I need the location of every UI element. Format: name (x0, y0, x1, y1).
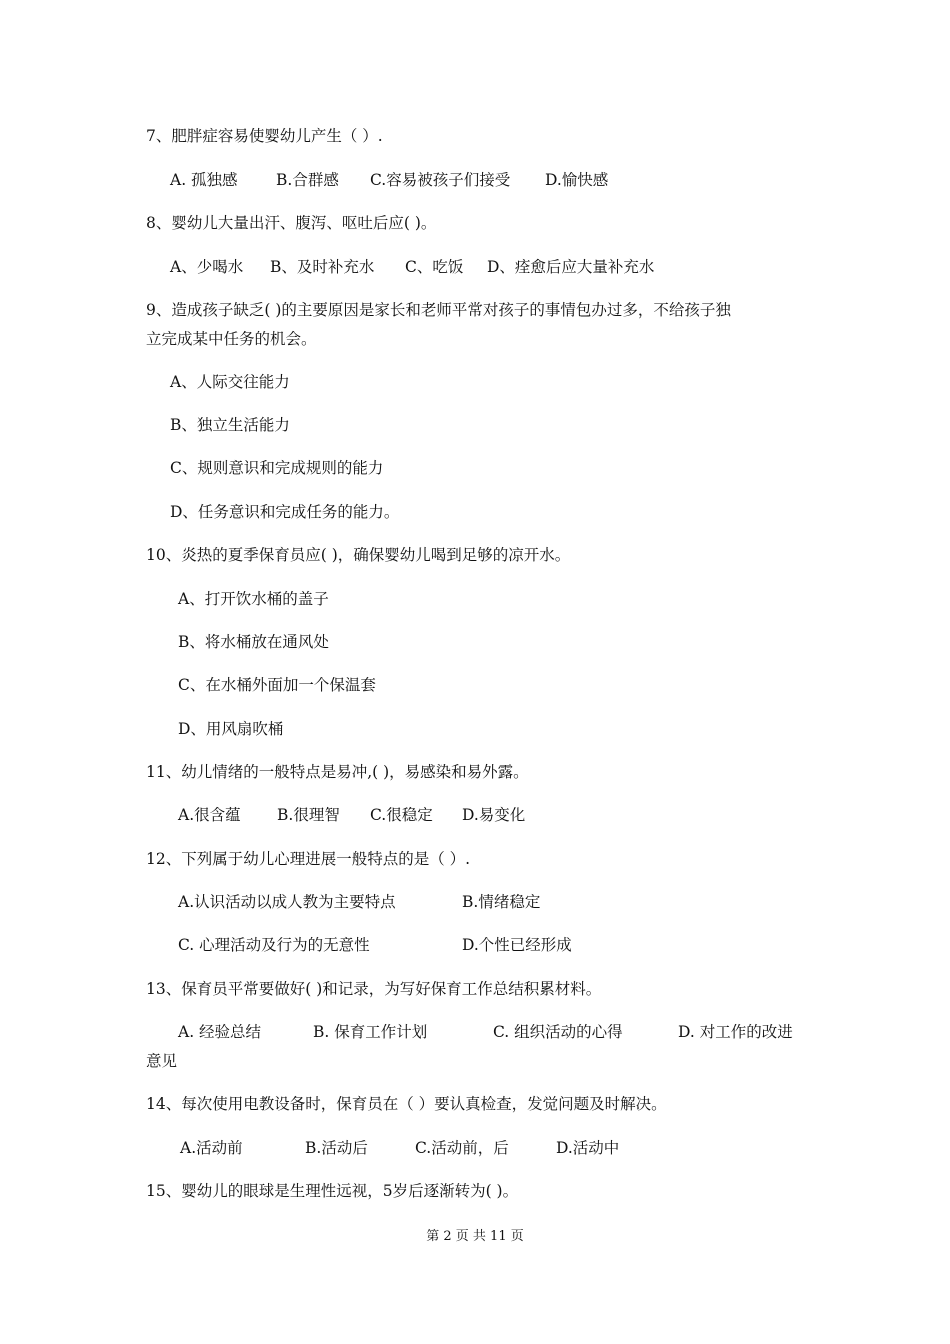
question-7-option-a: A. 孤独感 (170, 171, 238, 189)
question-13-option-c: C. 组织活动的心得 (493, 1023, 623, 1041)
question-11-option-a: A.很含蕴 (178, 806, 241, 824)
question-12-option-a: A.认识活动以成人教为主要特点 (178, 893, 396, 911)
page-number-footer: 第 2 页 共 11 页 (426, 1229, 524, 1244)
question-15-stem: 15、婴幼儿的眼球是生理性远视，5岁后逐渐转为( )。 (146, 1182, 519, 1200)
question-12-stem: 12、下列属于幼儿心理进展一般特点的是（ ）. (146, 850, 471, 868)
question-11-option-d: D.易变化 (462, 806, 526, 824)
question-13-option-d: D. 对工作的改进 (678, 1023, 793, 1041)
question-14-option-c: C.活动前，后 (415, 1139, 509, 1157)
question-10-option-d: D、用风扇吹桶 (178, 720, 284, 738)
question-13-option-b: B. 保育工作计划 (313, 1023, 428, 1041)
question-11-stem: 11、幼儿情绪的一般特点是易冲,( )，易感染和易外露。 (146, 763, 529, 781)
question-11-option-c: C.很稳定 (370, 806, 433, 824)
question-8-option-a: A、少喝水 (170, 258, 244, 276)
question-14-option-d: D.活动中 (556, 1139, 620, 1157)
question-10-option-b: B、将水桶放在通风处 (178, 633, 329, 651)
question-8-option-b: B、及时补充水 (270, 258, 375, 276)
question-9-option-c: C、规则意识和完成规则的能力 (170, 459, 384, 477)
question-9-option-d: D、任务意识和完成任务的能力。 (170, 503, 400, 521)
question-8-stem: 8、婴幼儿大量出汗、腹泻、呕吐后应( )。 (146, 214, 437, 232)
question-7-option-d: D.愉快感 (545, 171, 609, 189)
question-8-option-d: D、痊愈后应大量补充水 (487, 258, 655, 276)
question-12-option-d: D.个性已经形成 (462, 936, 572, 954)
question-13-option-a: A. 经验总结 (178, 1023, 262, 1041)
question-10-option-c: C、在水桶外面加一个保温套 (178, 676, 376, 694)
question-10-stem: 10、炎热的夏季保育员应( )，确保婴幼儿喝到足够的凉开水。 (146, 546, 571, 564)
question-12-option-b: B.情绪稳定 (462, 893, 541, 911)
question-7-option-c: C.容易被孩子们接受 (370, 171, 511, 189)
question-8-option-c: C、吃饭 (405, 258, 464, 276)
question-9-stem-line-1: 9、造成孩子缺乏( )的主要原因是家长和老师平常对孩子的事情包办过多，不给孩子独 (146, 301, 731, 319)
question-12-option-c: C. 心理活动及行为的无意性 (178, 936, 370, 954)
question-9-stem-line-2: 立完成某中任务的机会。 (146, 330, 317, 348)
question-10-option-a: A、打开饮水桶的盖子 (178, 590, 329, 608)
question-7-option-b: B.合群感 (276, 171, 339, 189)
question-13-option-d-continuation: 意见 (146, 1052, 178, 1070)
question-9-option-a: A、人际交往能力 (170, 373, 290, 391)
question-14-option-b: B.活动后 (305, 1139, 368, 1157)
question-9-option-b: B、独立生活能力 (170, 416, 290, 434)
question-7-stem: 7、肥胖症容易使婴幼儿产生（ ）. (146, 127, 383, 145)
question-14-stem: 14、每次使用电教设备时，保育员在（ ）要认真检查，发觉问题及时解决。 (146, 1095, 667, 1113)
question-13-stem: 13、保育员平常要做好( )和记录，为写好保育工作总结积累材料。 (146, 980, 602, 998)
question-14-option-a: A.活动前 (180, 1139, 243, 1157)
question-11-option-b: B.很理智 (277, 806, 340, 824)
